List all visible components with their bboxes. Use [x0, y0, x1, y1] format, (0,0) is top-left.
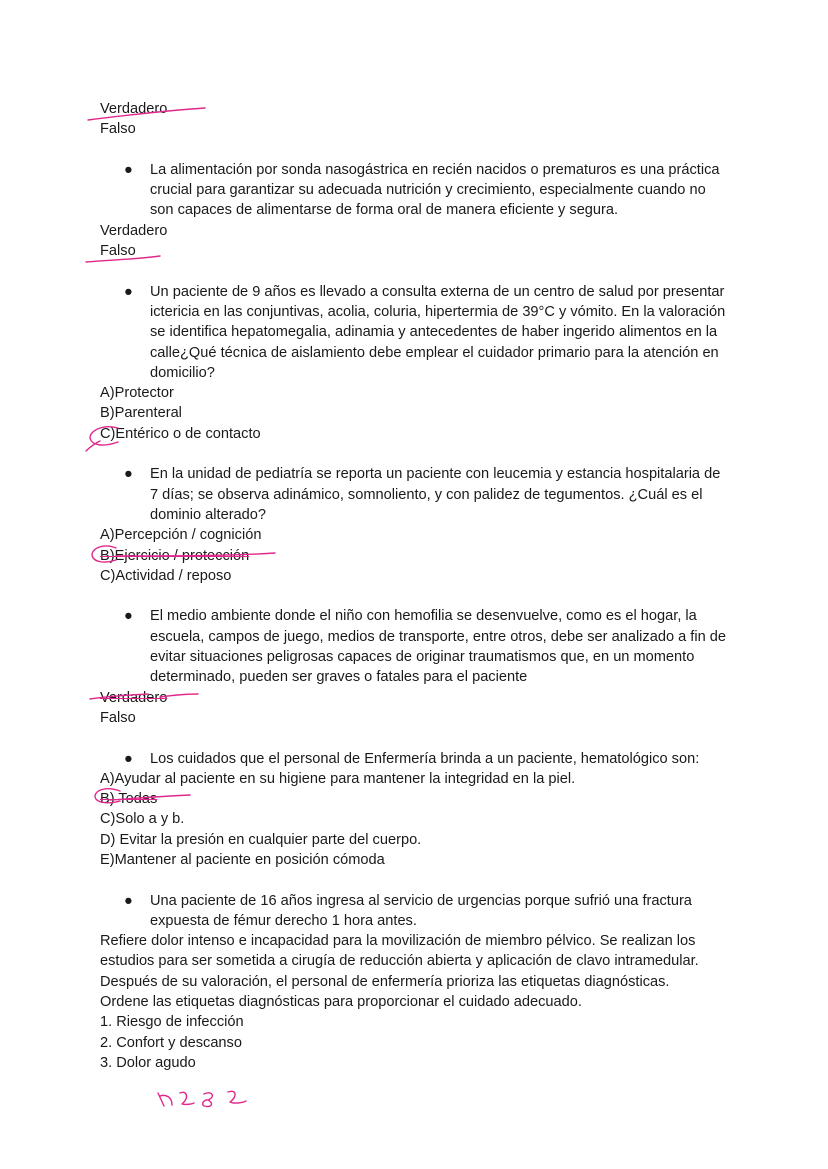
option-2: 2. Confort y descanso — [100, 1034, 242, 1051]
option-b: B)Ejercicio / protección — [100, 547, 250, 564]
document-body — [100, 99, 740, 1073]
option-b: B) Todas — [100, 791, 158, 808]
bullet-icon: ● — [124, 283, 133, 300]
option-1: 1. Riesgo de infección — [100, 1014, 244, 1031]
question-1: ● La alimentación por sonda nasogástrica en recién nacidos o prematuros es una práctica crucial para garantizar su adecuada nutrición y crecimiento, especialmente cuando no son capaces de alimentarse de forma oral de manera eficiente y segura. — [124, 161, 720, 219]
option-b: B)Parenteral — [100, 405, 182, 422]
option-false: Falso — [100, 121, 136, 138]
option-3: 3. Dolor agudo — [100, 1054, 196, 1071]
question-6-body-line: estudios para ser sometida a cirugía de reducción abierta y aplicación de clavo intramedular. — [100, 953, 699, 970]
option-a: A)Percepción / cognición — [100, 527, 262, 544]
bullet-icon: ● — [124, 608, 133, 625]
option-true: Verdadero — [100, 101, 168, 117]
option-e: E)Mantener al paciente en posición cómoda — [100, 851, 385, 868]
option-c: C)Entérico o de contacto — [100, 425, 261, 442]
bullet-icon: ● — [124, 161, 133, 178]
option-a: A)Protector — [100, 385, 174, 402]
option-true: Verdadero — [100, 222, 168, 239]
question-6-body-line: Ordene las etiquetas diagnósticas para proporcionar el cuidado adecuado. — [100, 994, 582, 1011]
handwritten-answer — [158, 1091, 246, 1106]
question-4: ● El medio ambiente donde el niño con hemofilia se desenvuelve, como es el hogar, la escuela, campos de juego, medios de transporte, entre otros, debe ser analizado a fin de evitar situaciones peligrosas capaces de originar traumatismos que, en un momento determinado, pueden ser graves o fatales para el paciente — [124, 608, 726, 686]
option-c: C)Actividad / reposo — [100, 567, 232, 584]
option-false: Falso — [100, 243, 136, 260]
bullet-icon: ● — [124, 750, 133, 767]
bullet-icon: ● — [124, 892, 133, 909]
option-false: Falso — [100, 709, 136, 726]
question-5: ● Los cuidados que el personal de Enfermería brinda a un paciente, hematológico son: — [100, 749, 740, 769]
question-6-body-line: Después de su valoración, el personal de enfermería prioriza las etiquetas diagnósticas. — [100, 973, 670, 990]
question-3: ● En la unidad de pediatría se reporta un paciente con leucemia y estancia hospitalaria de 7 días; se observa adinámico, somnoliento, y con palidez de tegumentos. ¿Cuál es el dominio alterado? — [124, 466, 721, 523]
option-d: D) Evitar la presión en cualquier parte del cuerpo. — [100, 831, 422, 848]
question-6-body-line: Refiere dolor intenso e incapacidad para la movilización de miembro pélvico. Se realizan los — [100, 933, 696, 950]
question-6: ● Una paciente de 16 años ingresa al servicio de urgencias porque sufrió una fractura expuesta de fémur derecho 1 hora antes. — [124, 892, 692, 929]
option-a: A)Ayudar al paciente en su higiene para mantener la integridad en la piel. — [100, 770, 576, 787]
option-true: Verdadero — [100, 689, 168, 706]
option-c: C)Solo a y b. — [100, 811, 185, 828]
bullet-icon: ● — [124, 466, 133, 483]
question-2: ● Un paciente de 9 años es llevado a consulta externa de un centro de salud por presentar ictericia en las conjuntivas, acolia, coluria, hipertermia de 39°C y vómito. En la valoración se identifica hepatomegalia, adinamia y antecedentes de haber ingerido alimentos en la calle¿Qué técnica de aislamiento debe emplear el cuidador primario para la atención en domicilio? — [124, 283, 726, 381]
